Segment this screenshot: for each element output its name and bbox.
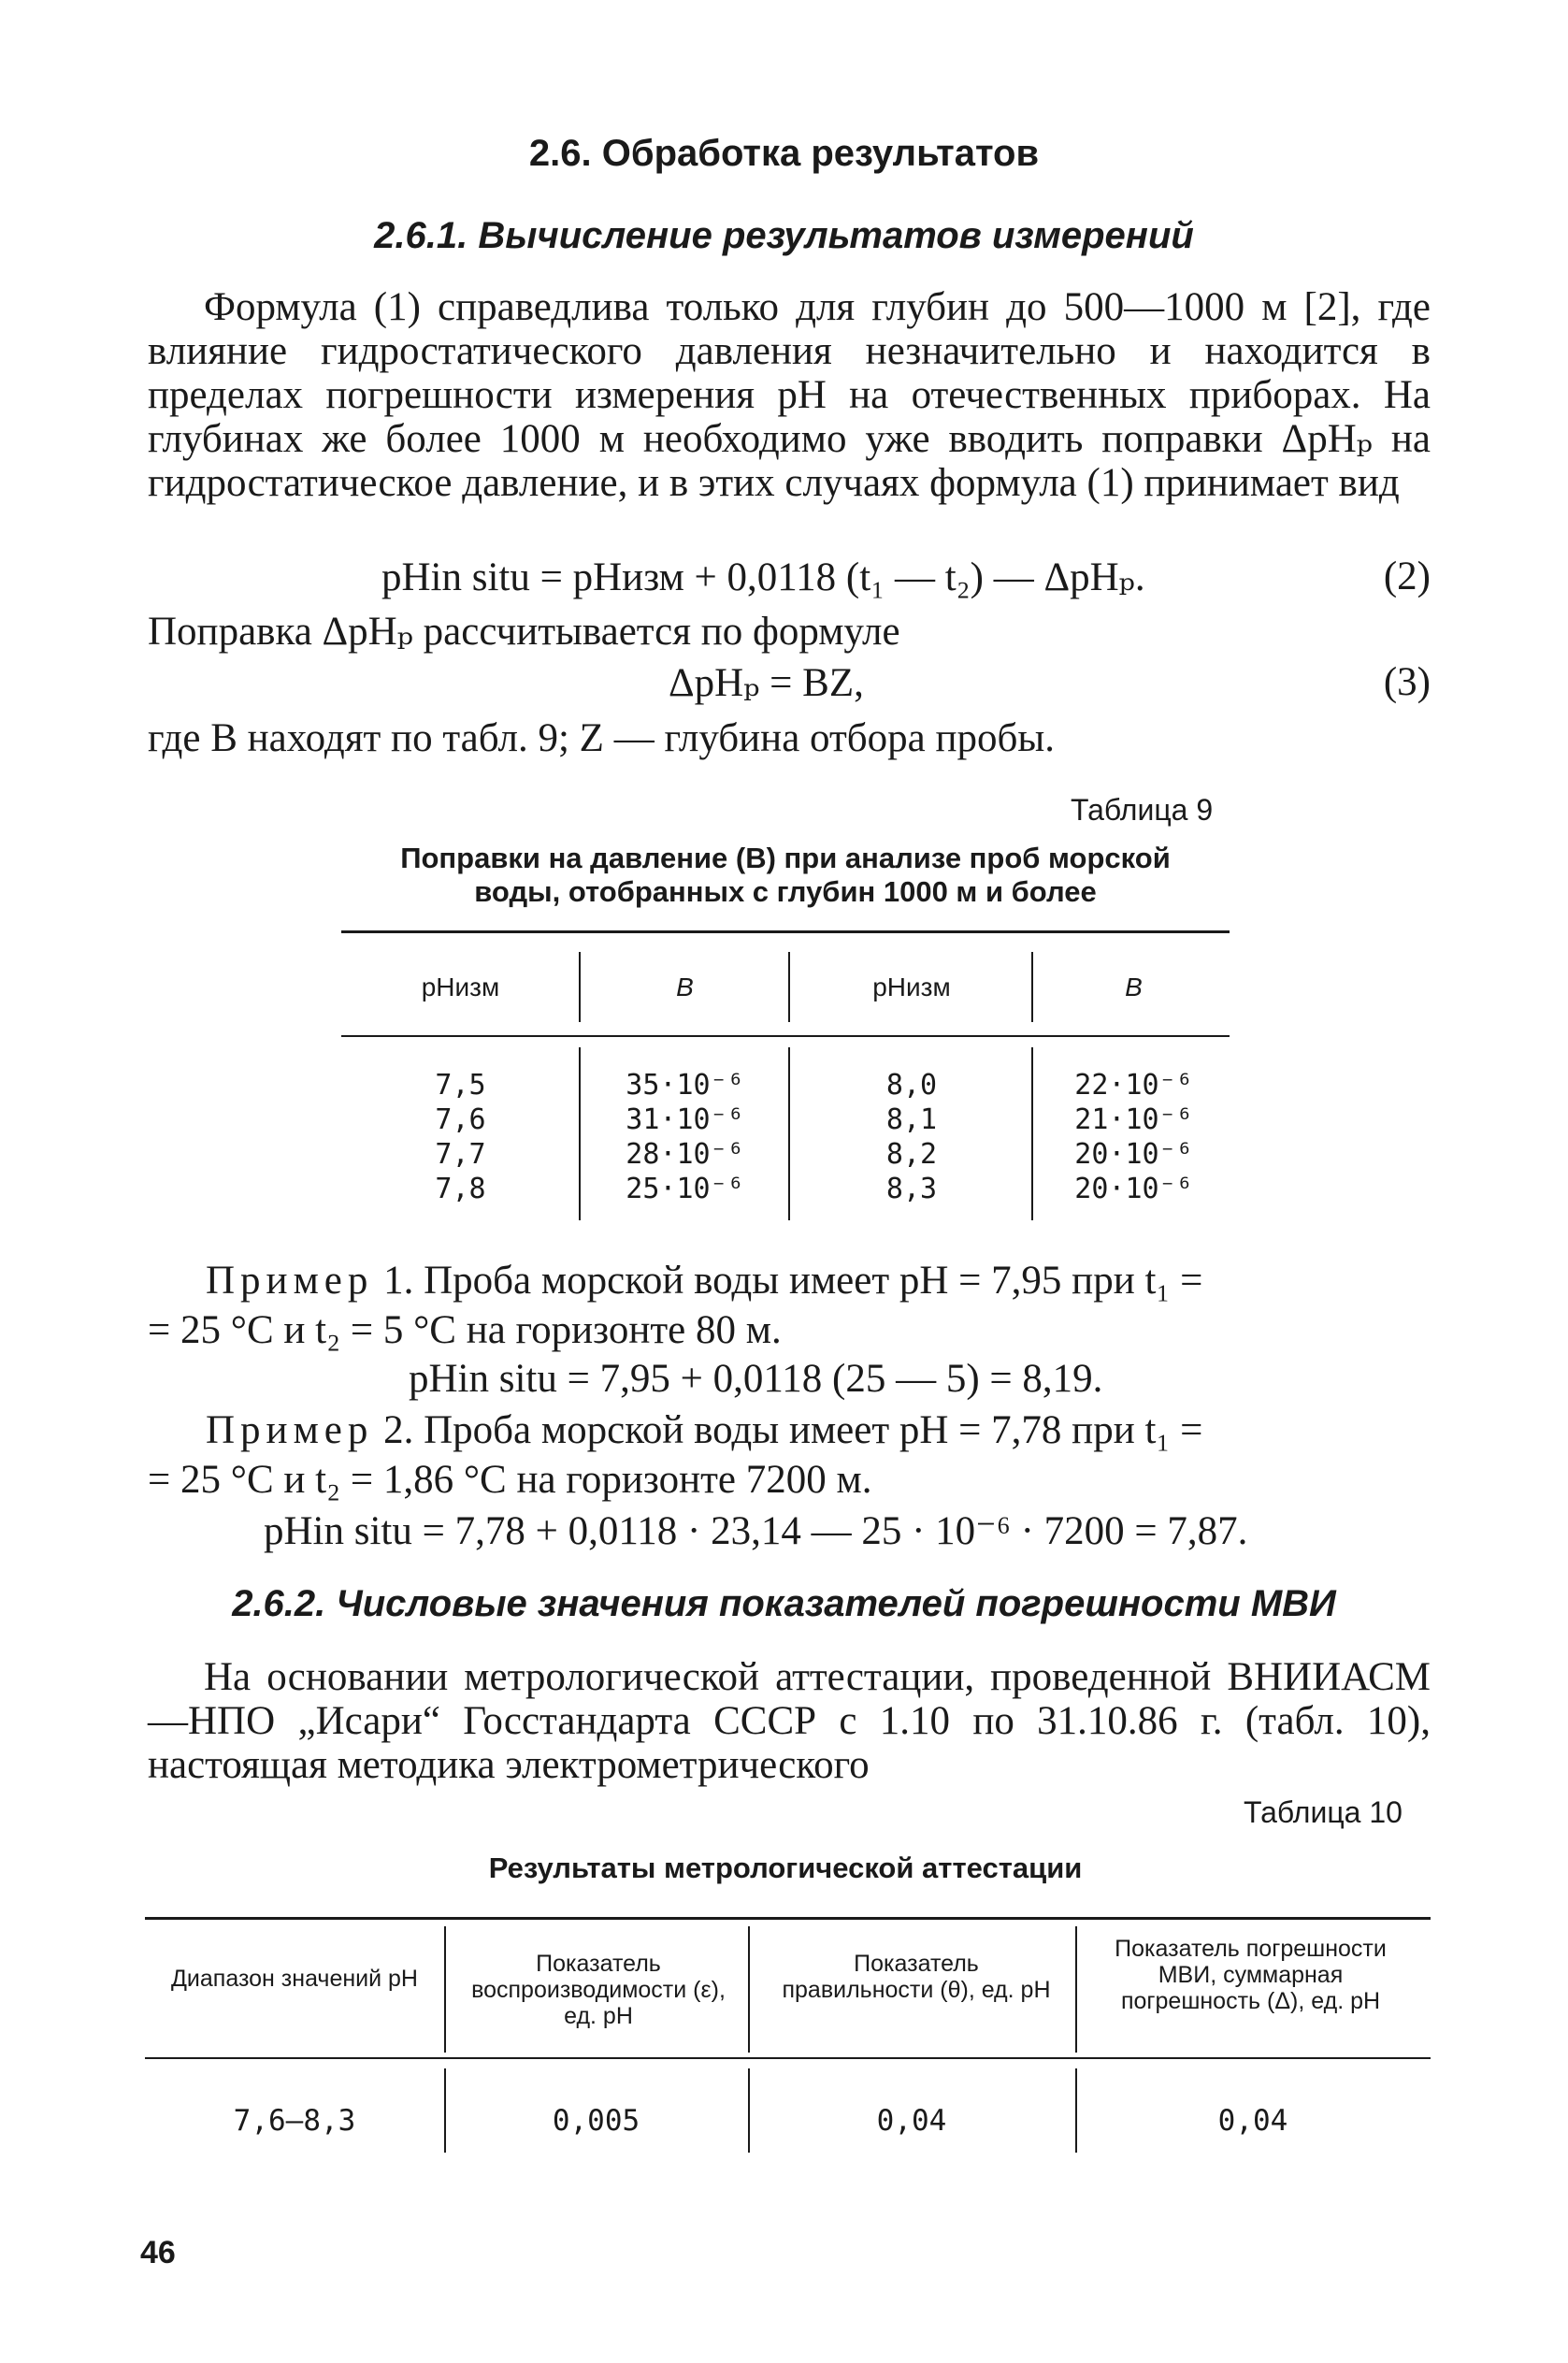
example-2-line-1 bbox=[206, 1407, 1202, 1453]
table9-cell: 21·10⁻⁶ bbox=[1074, 1103, 1193, 1136]
table10-top-rule bbox=[145, 1917, 1431, 1920]
table10-cell: 0,005 bbox=[552, 2104, 640, 2138]
table9-cell: 20·10⁻⁶ bbox=[1074, 1138, 1193, 1171]
table9-cell: 8,1 bbox=[885, 1103, 938, 1136]
table9-top-rule bbox=[341, 930, 1230, 933]
table10-title: Результаты метрологической аттестации bbox=[488, 1851, 1083, 1884]
table9-header-cell: B bbox=[1125, 973, 1143, 1001]
table9-vrule bbox=[788, 952, 790, 1022]
table9-header-rule bbox=[341, 1035, 1230, 1037]
table9-cell: 31·10⁻⁶ bbox=[626, 1103, 744, 1136]
table9-cell: 7,7 bbox=[435, 1138, 486, 1171]
formula-2: pHin situ = pHизм + 0,0118 (t₁ — t₂) — ΔpHₚ. bbox=[381, 555, 1145, 599]
table9-column-ph-2 bbox=[795, 1068, 1029, 1206]
table10-header-cell: Показатель воспроизводимости (ε), ед. pH bbox=[471, 1951, 726, 2029]
page-number: 46 bbox=[140, 2235, 176, 2270]
table10-cell: 7,6—8,3 bbox=[233, 2104, 356, 2138]
table9-cell: 35·10⁻⁶ bbox=[626, 1069, 744, 1102]
formula-3-number: (3) bbox=[1383, 660, 1431, 704]
example-2-text: 2. Проба морской воды имеет pH = 7,78 при t₁ = bbox=[383, 1408, 1203, 1452]
table9-vrule bbox=[579, 1047, 581, 1220]
table9-title-line-2: воды, отобранных с глубин 1000 м и более bbox=[474, 875, 1097, 908]
table9-column-ph bbox=[346, 1068, 575, 1206]
example-1-text: 1. Проба морской воды имеет pH = 7,95 при t₁ = bbox=[383, 1259, 1203, 1303]
table9-header-cell: B bbox=[676, 973, 694, 1001]
table9-vrule bbox=[788, 1047, 790, 1220]
section-2-paragraph bbox=[148, 1655, 1431, 1787]
example-1-line-2: = 25 °C и t₂ = 5 °C на горизонте 80 м. bbox=[148, 1308, 782, 1352]
table9-cell: 25·10⁻⁶ bbox=[626, 1173, 744, 1205]
table9-vrule bbox=[1031, 952, 1033, 1022]
table10-header-cell: Диапазон значений pH bbox=[171, 1966, 418, 1992]
table9-column-b bbox=[584, 1068, 785, 1206]
formula-2-number: (2) bbox=[1383, 555, 1431, 598]
table10-header-cell: Показатель погрешности МВИ, суммарная погрешность (Δ), ед. pH bbox=[1115, 1936, 1387, 2014]
table9-cell: 28·10⁻⁶ bbox=[626, 1138, 744, 1171]
table9-cell: 8,0 bbox=[885, 1069, 938, 1102]
table9-cell: 22·10⁻⁶ bbox=[1074, 1069, 1193, 1102]
table10-header-rule bbox=[145, 2057, 1431, 2059]
example-2-line-2: = 25 °C и t₂ = 1,86 °C на горизонте 7200 м. bbox=[148, 1458, 872, 1502]
formula-3: ΔpHₚ = BZ, bbox=[669, 661, 864, 705]
table9-cell: 20·10⁻⁶ bbox=[1074, 1173, 1193, 1205]
table9-cell: 7,8 bbox=[435, 1173, 486, 1205]
section-2-text: На основании метрологической аттестации, проведенной ВНИИАСМ—НПО „Исари“ Госстандарта СССР с 1.10 по 31.10.86 г. (табл. 10), настоящая методика электрометрического bbox=[148, 1655, 1431, 1787]
table9-cell: 7,6 bbox=[435, 1103, 486, 1136]
subsection-title: 2.6.1. Вычисление результатов измерений bbox=[374, 215, 1194, 256]
table10-caption: Таблица 10 bbox=[1244, 1795, 1403, 1829]
subsection-2-title: 2.6.2. Числовые значения показателей погрешности МВИ bbox=[232, 1583, 1336, 1624]
example-2-label: Пример bbox=[206, 1408, 374, 1452]
example-1-label: Пример bbox=[206, 1259, 374, 1303]
example-1-formula: pHin situ = 7,95 + 0,0118 (25 — 5) = 8,19. bbox=[409, 1357, 1103, 1401]
table9-header-cell: pHизм bbox=[421, 973, 500, 1001]
table9-title bbox=[337, 842, 1234, 909]
table10-vrule bbox=[1075, 2068, 1077, 2153]
table10-cell: 0,04 bbox=[876, 2104, 947, 2138]
table10-vrule bbox=[748, 1926, 750, 2053]
table9-header-cell: pHизм bbox=[872, 973, 951, 1001]
section-title: 2.6. Обработка результатов bbox=[528, 133, 1040, 174]
table9-vrule bbox=[579, 952, 581, 1022]
table9-cell: 7,5 bbox=[435, 1069, 486, 1102]
table10-vrule bbox=[444, 2068, 446, 2153]
intro-paragraph bbox=[148, 285, 1431, 505]
table10-vrule bbox=[748, 2068, 750, 2153]
table9-cell: 8,3 bbox=[885, 1173, 938, 1205]
table9-caption: Таблица 9 bbox=[1071, 793, 1214, 827]
table10-cell: 0,04 bbox=[1217, 2104, 1288, 2138]
table10-vrule bbox=[444, 1926, 446, 2053]
intro-text: Формула (1) справедлива только для глубин до 500—1000 м [2], где влияние гидростатического давления незначительно и находится в пределах погрешности измерения pH на отечественных приборах. На глубинах же более 1000 м необходимо уже вводить поправки ΔpHₚ на гидростатическое давление, и в этих случаях формула (1) принимает вид bbox=[148, 285, 1431, 505]
example-2-formula: pHin situ = 7,78 + 0,0118 · 23,14 — 25 · 10⁻⁶ · 7200 = 7,87. bbox=[264, 1509, 1248, 1553]
table9-column-b-2 bbox=[1038, 1068, 1230, 1206]
variable-definition: где B находят по табл. 9; Z — глубина отбора пробы. bbox=[148, 716, 1055, 760]
table9-vrule bbox=[1031, 1047, 1033, 1220]
formula-intro-text: Поправка ΔpHₚ рассчитывается по формуле bbox=[148, 610, 900, 654]
table9-title-line-1: Поправки на давление (B) при анализе проб морской bbox=[400, 842, 1171, 874]
table10-header-cell: Показатель правильности (θ), ед. pH bbox=[782, 1951, 1051, 2003]
table10-vrule bbox=[1075, 1926, 1077, 2053]
example-1-line-1 bbox=[206, 1258, 1202, 1304]
table9-cell: 8,2 bbox=[885, 1138, 938, 1171]
